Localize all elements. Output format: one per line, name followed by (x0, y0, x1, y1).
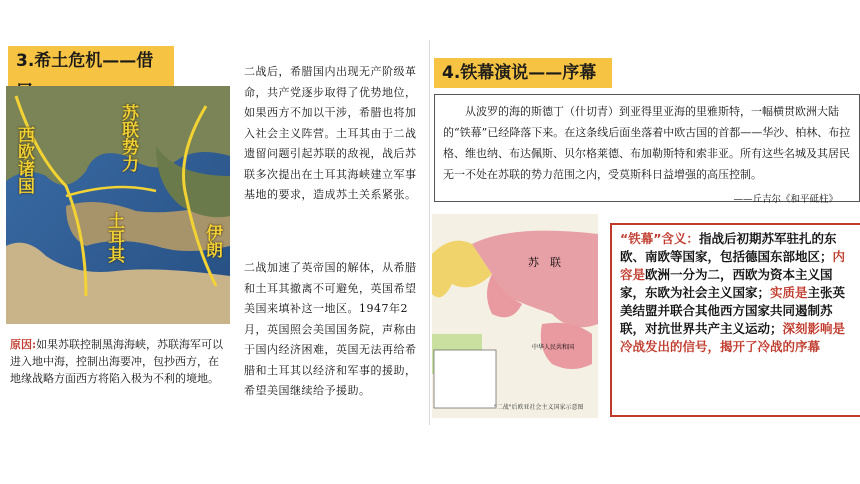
map-label-china: 中华人民共和国 (532, 344, 575, 351)
definition-essence: 主张英美结盟并联合其他西方国家共同遏制苏联，对抗世界共产主义运动； (620, 285, 846, 336)
map-label-su: 苏 (528, 256, 539, 269)
map-label-lian: 联 (550, 256, 561, 269)
right-section-title: 4.铁幕演说——序幕 (434, 58, 612, 88)
reason-caption (10, 336, 228, 387)
greece-turkey-map (6, 86, 230, 324)
reason-label: 原因: (10, 338, 37, 351)
map-label-turkey: 土耳其 (104, 212, 124, 263)
iron-curtain-quote (434, 94, 860, 202)
postwar-socialist-map (432, 214, 598, 418)
socialist-countries-map-graphic (432, 214, 598, 418)
map-label-iran: 伊朗 (202, 224, 222, 258)
greece-paragraph-1: 二战后，希腊国内出现无产阶级革命，共产党逐步取得了优势地位，如果西方不加以干涉，希腊也将加入社会主义阵营。土耳其由于二战遗留问题引起苏联的敌视，战后苏联多次提出在土耳其海峡建立军事基地的要求，造成苏土关系紧张。 (244, 65, 417, 201)
definition-meaning: 指战后初期苏军驻扎的东欧、南欧等国家，包括德国东部地区； (620, 231, 837, 264)
definition-essence-label: 实质是 (770, 285, 808, 300)
definition-content: 欧洲一分为二，西欧为资本主义国家，东欧为社会主义国家； (620, 267, 833, 300)
map-caption: "二战"后欧亚社会主义国家示意图 (494, 404, 584, 411)
iron-curtain-definition (610, 223, 860, 417)
panel-divider (429, 40, 430, 425)
definition-content-label: 内容是 (620, 249, 846, 282)
map-label-soviet-power: 苏联势力 (118, 104, 138, 172)
quote-source: ——丘吉尔《和平砥柱》 (733, 194, 838, 205)
greece-paragraph-2: 二战加速了英帝国的解体，从希腊和土耳其撤离不可避免，英国希望美国来填补这一地区。1947年2月，英国照会美国国务院，声称由于国内经济困难，英国无法再给希腊和土耳其以经济和军事的援助，希望美国继续给予援助。 (244, 261, 417, 397)
quote-text: 从波罗的海的斯德丁（什切青）到亚得里亚海的里雅斯特，一幅横贯欧洲大陆的“铁幕”已经降落下来。在这条线后面坐落着中欧古国的首都——华沙、柏林、布拉格、维也纳、布达佩斯、贝尔格莱德、布加勒斯特和索非亚。所有这些名城及其居民无一不处在苏联的势力范围之内，受莫斯科日益增强的高压控制。 (443, 105, 851, 181)
definition-term: “铁幕”含义： (620, 231, 699, 246)
reason-text: 如果苏联控制黑海海峡，苏联海军可以进入地中海，控制出海要冲，包抄西方，在地缘战略方面西方将陷入极为不利的境地。 (10, 338, 224, 385)
map-label-western-europe: 西欧诸国 (14, 126, 34, 194)
left-section-title: 3.希土危机——借 (8, 46, 174, 106)
definition-impact: 深刻影响是冷战发出的信号，揭开了冷战的序幕 (620, 321, 846, 354)
